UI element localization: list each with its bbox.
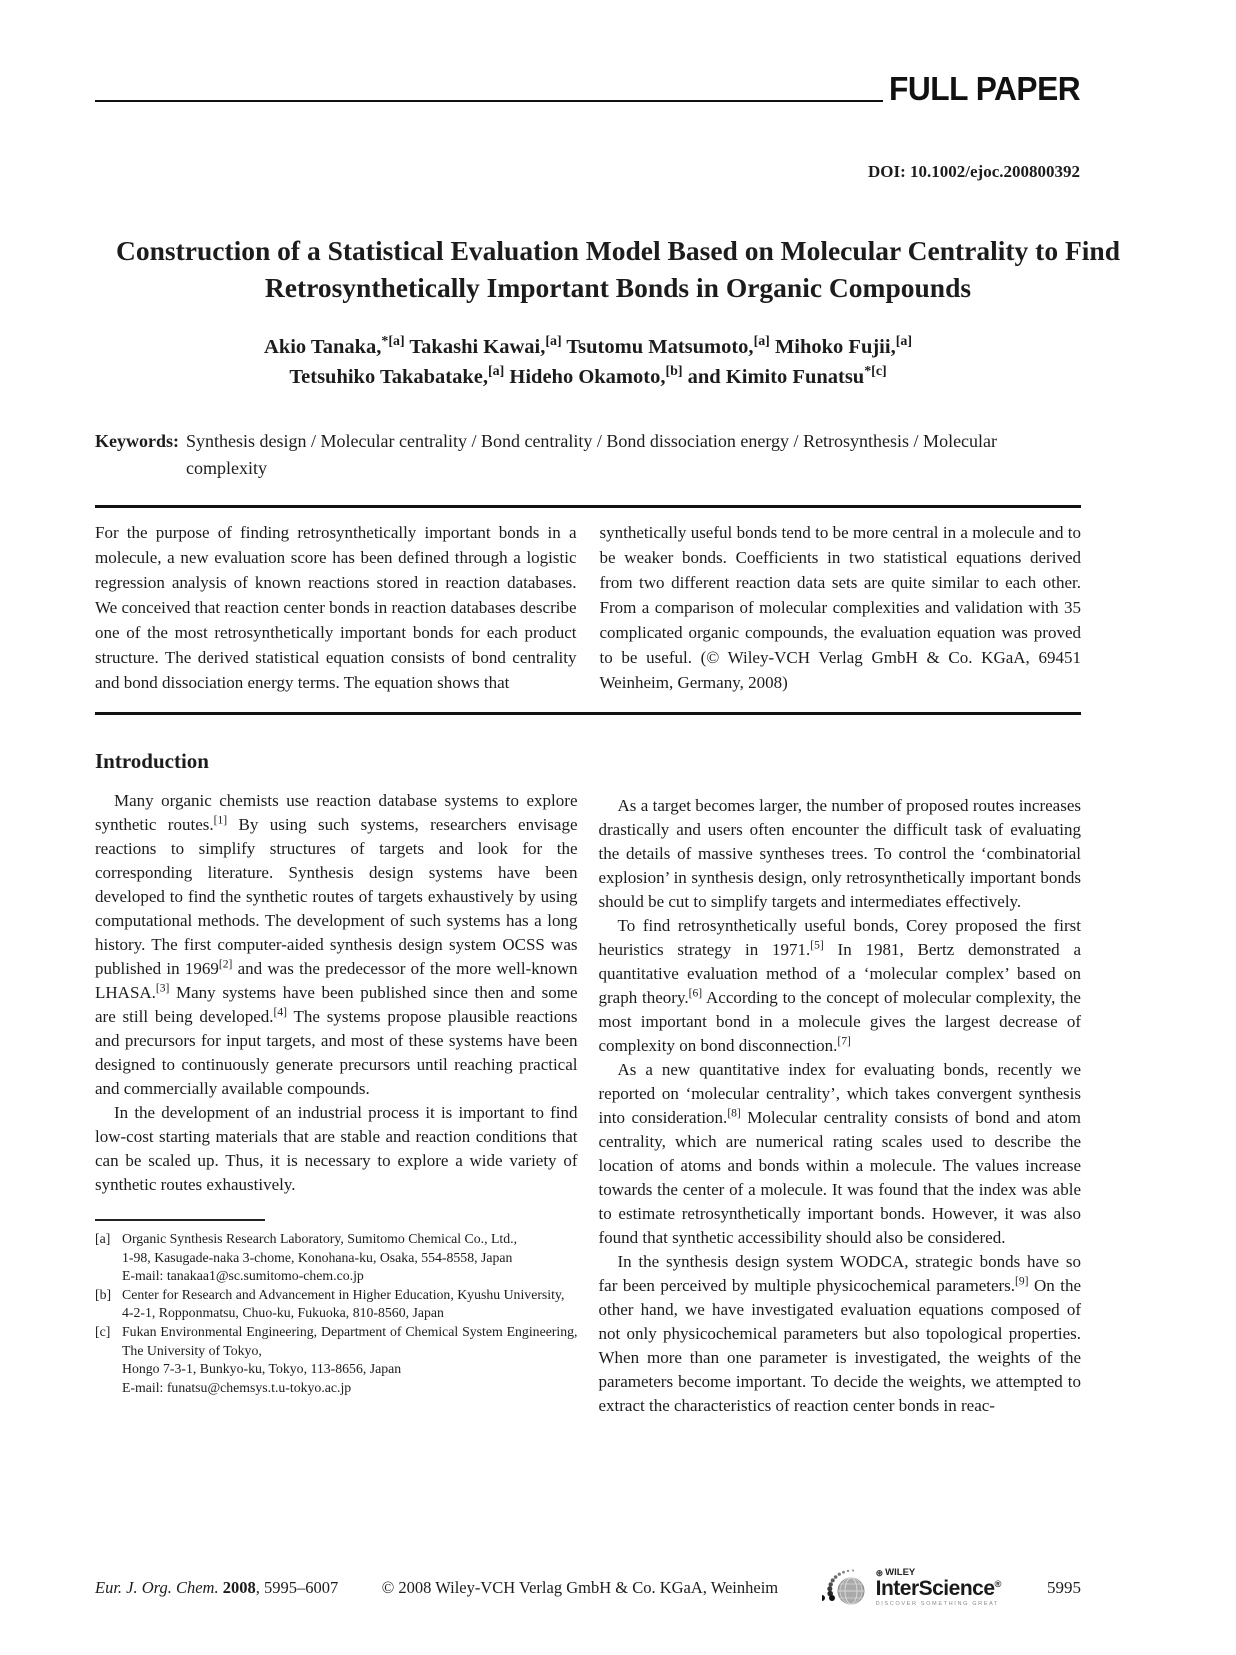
footnote-label: [c] [95,1323,111,1339]
intro-paragraph: Many organic chemists use reaction database systems to explore synthetic routes.[1] By using such systems, researchers envisage reactions to simplify structures of targets and look for the corresponding literature. Synthesis design systems have been developed to find the synthetic routes of targets exhaustively by using computational methods. The development of such systems has a long history. The first computer-aided synthesis design system OCSS was published in 1969[2] and was the predecessor of the more well-known LHASA.[3] Many systems have been published since then and some are still being developed.[4] The systems propose plausible reactions and precursors for input targets, and most of these systems have been designed to continuously generate precursors until reaching practical and commercially available compounds. [95,791,578,1098]
interscience-label: InterScience [875,1576,995,1600]
article-type-label: FULL PAPER [888,70,1080,107]
footnote-b [95,1286,578,1323]
logo-tagline: DISCOVER SOMETHING GREAT [875,1600,1000,1607]
footnote-line: Center for Research and Advancement in Higher Education, Kyushu University, [122,1286,565,1302]
footnote-email: E-mail: funatsu@chemsys.t.u-tokyo.ac.jp [122,1379,352,1395]
wiley-label: WILEY [885,1567,916,1579]
footnote-email: E-mail: tanakaa1@sc.sumitomo-chem.co.jp [122,1268,364,1284]
header-rule [95,100,883,102]
journal-pages: , 5995–6007 [255,1578,339,1597]
section-heading-introduction: Introduction [95,749,209,773]
footnote-line: Hongo 7-3-1, Bunkyo-ku, Tokyo, 113-8656, Japan [122,1361,402,1377]
footnote-rule [95,1219,265,1221]
footnote-body [122,1230,578,1286]
footnotes-block [95,1219,578,1397]
intro-paragraph: In the development of an industrial process it is important to find low-cost starting materials that are stable and reaction conditions that can be scaled up. Thus, it is necessary to explore a wide variety of synthetic routes exhaustively. [95,1103,578,1194]
authors-line-2: Tetsuhiko Takabatake,[a] Hideho Okamoto,[b] and Kimito Funatsu$^{*[c]}$ [289,364,887,388]
footnote-a [95,1230,578,1286]
footnote-line: Organic Synthesis Research Laboratory, Sumitomo Chemical Co., Ltd., [122,1231,518,1246]
footnote-line: 4-2-1, Ropponmatsu, Chuo-ku, Fukuoka, 810-8560, Japan [122,1305,444,1321]
interscience-wordmark [876,1578,1001,1599]
globe-icon [822,1563,872,1613]
footnote-line: 1-98, Kasugade-naka 3-chome, Konohana-ku, Osaka, 554-8558, Japan [122,1249,513,1265]
body-paragraph: To find retrosynthetically useful bonds, Corey proposed the first heuristics strategy in 1971.[5] In 1981, Bertz demonstrated a quantitative evaluation method of a ‘molecular complex’ based on graph theory.[6] According to the concept of molecular complexity, the most important bond in a molecule gives the largest decrease of complexity on bond disconnection.[7] [598,916,1081,1055]
abstract-block [95,505,1081,715]
body-paragraph: As a new quantitative index for evaluating bonds, recently we reported on ‘molecular centrality’, which takes convergent synthesis into consideration.[8] Molecular centrality consists of bond and atom centrality, which are numerical rating scales used to describe the location of atoms and bonds within a molecule. The values increase towards the center of a molecule. It was found that the index was able to estimate retrosynthetically important bonds. However, it was also found that synthetic accessibility should also be considered. [598,1060,1082,1247]
footer-right-group [822,1563,1081,1613]
keywords-text: Synthesis design / Molecular centrality / Bond centrality / Bond dissociation energy / Retrosynthesis / Molecular complexity [186,431,998,478]
author-list [95,332,1081,392]
footnote-line: Fukan Environmental Engineering, Department of Chemical System Engineering, The University of Tokyo, [122,1323,578,1358]
footnote-body [122,1286,578,1323]
page-footer [95,1556,1081,1620]
footnote-label: [b] [95,1286,112,1302]
journal-year: 2008 [222,1578,256,1597]
footnote-c [95,1323,578,1397]
journal-citation [95,1578,338,1598]
body-columns [95,748,1081,1418]
wiley-interscience-logo [822,1563,1001,1613]
abstract-column-left: For the purpose of finding retrosynthetically important bonds in a molecule, a new evaluation score has been defined through a logistic regression analysis of known reactions stored in reaction databases. We conceived that reaction center bonds in reaction databases describe one of the most retrosynthetically important bonds for each product structure. The derived statistical equation consists of bond centrality and bond dissociation energy terms. The equation shows that [95,523,577,692]
footnote-body [122,1323,578,1397]
body-paragraph: As a target becomes larger, the number of proposed routes increases drastically and users often encounter the difficult task of evaluating the details of massive syntheses trees. To control the ‘combinatorial explosion’ in synthesis design, only retrosynthetically important bonds should be cut to simplify targets and intermediates effectively. [598,796,1081,911]
page-number: 5995 [1046,1578,1081,1597]
wiley-colophon-icon: ⊛ [875,1567,884,1578]
abstract-column-right: synthetically useful bonds tend to be more central in a molecule and to be weaker bonds. Coefficients in two statistical equations derived from two different reaction data sets are quite similar to each other. From a comparison of molecular complexities and validation with 35 complicated organic compounds, the evaluation equation was proved to be useful. (© Wiley-VCH Verlag GmbH & Co. KGaA, 69451 Weinheim, Germany, 2008) [599,523,1081,692]
keywords-label: Keywords: [95,431,179,451]
article-title: Construction of a Statistical Evaluation Model Based on Molecular Centrality to Find Retrosynthetically Important Bonds in Organic Compounds [116,235,1120,303]
body-paragraph: In the synthesis design system WODCA, strategic bonds have so far been perceived by multiple physicochemical parameters.[9] On the other hand, we have investigated evaluation equations composed of not only physicochemical parameters but also topological properties. When more than one parameter is investigated, the weights of the parameters become important. To decide the weights, we attempted to extract the characteristics of reaction center bonds in reac- [598,1252,1081,1415]
footnote-label: [a] [95,1231,111,1246]
registered-mark: ® [994,1578,1001,1590]
left-column [95,748,578,1418]
authors-line-1: Akio Tanaka,$^{*[a]}$ Takashi Kawai,[a] Tsutomu Matsumoto,[a] Mihoko Fujii,[a] [264,334,912,358]
journal-name: Eur. J. Org. Chem. [95,1578,219,1597]
doi-line: DOI: 10.1002/ejoc.200800392 [867,162,1080,181]
right-column [599,748,1082,1418]
logo-text [876,1568,1001,1607]
copyright-line: © 2008 Wiley-VCH Verlag GmbH & Co. KGaA, Weinheim [381,1578,779,1597]
keywords-block [95,428,1081,482]
